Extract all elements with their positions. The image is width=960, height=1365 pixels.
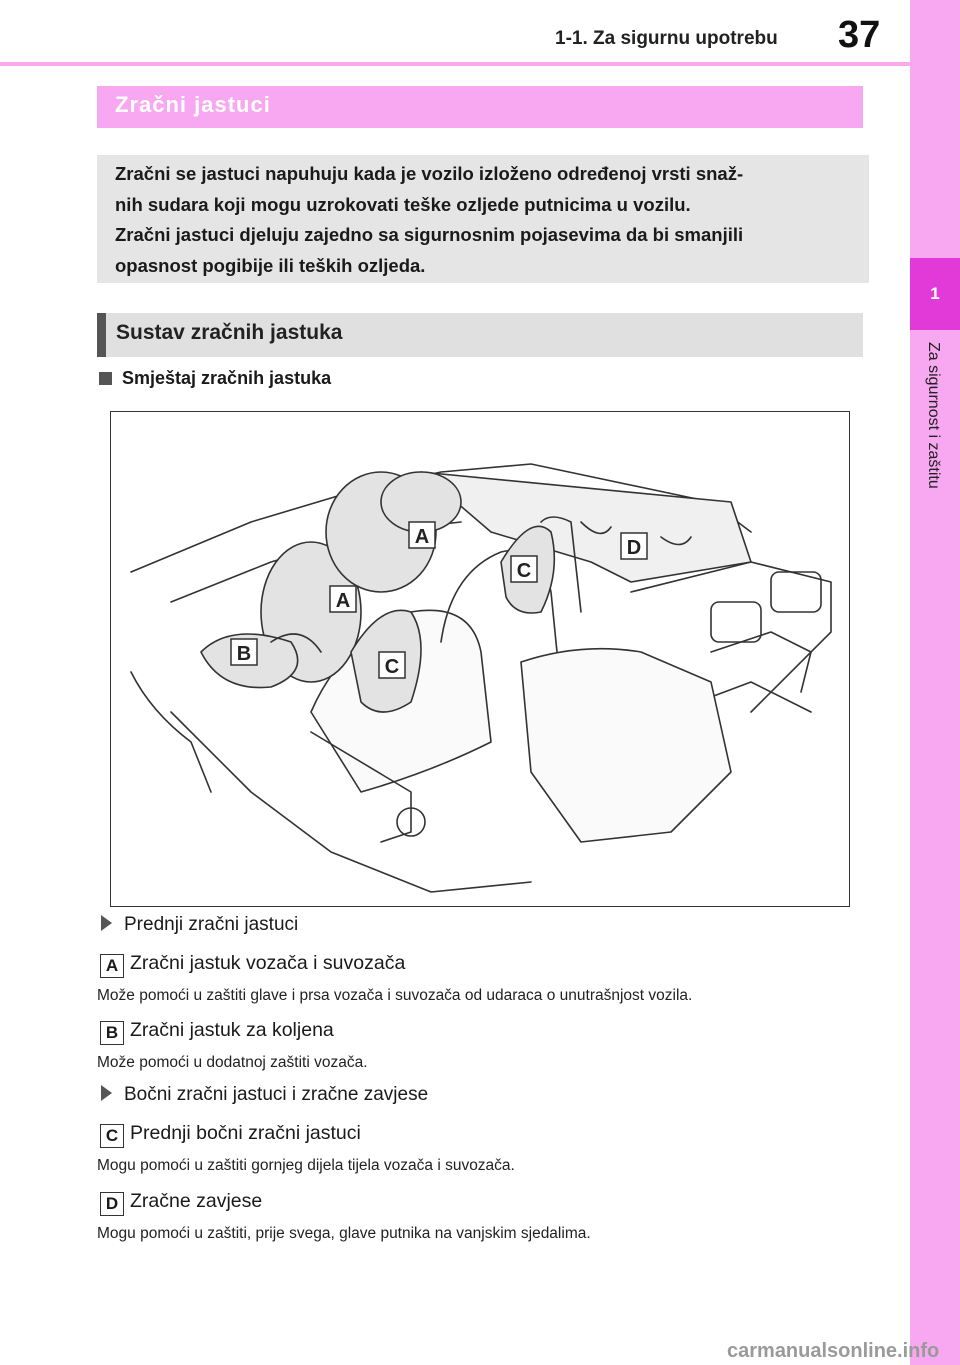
airbag-item-description: Mogu pomoći u zaštiti, prije svega, glave putnika na vanjskim sjedalima. bbox=[97, 1225, 591, 1242]
intro-line: Zračni se jastuci napuhuju kada je vozilo izloženo određenoj vrsti snaž- bbox=[115, 163, 744, 184]
letter-box: C bbox=[100, 1124, 124, 1148]
subsection-title: Sustav zračnih jastuka bbox=[116, 321, 343, 344]
bullet-heading-text: Smještaj zračnih jastuka bbox=[122, 368, 332, 388]
group-heading-text: Bočni zračni jastuci i zračne zavjese bbox=[124, 1084, 429, 1105]
airbag-item-label bbox=[100, 1190, 262, 1216]
airbag-location-figure bbox=[110, 411, 850, 907]
airbag-item-description: Može pomoći u dodatnoj zaštiti vozača. bbox=[97, 1054, 368, 1071]
airbag-item-text: Zračni jastuk vozača i suvozača bbox=[130, 952, 406, 974]
letter-box: D bbox=[100, 1192, 124, 1216]
airbag-item-label bbox=[100, 1019, 334, 1045]
passenger-seat bbox=[521, 649, 731, 842]
intro-line: nih sudara koji mogu uzrokovati teške ozljede putnicima u vozilu. bbox=[115, 193, 691, 215]
airbag-item-text: Zračne zavjese bbox=[130, 1190, 263, 1212]
triangle-bullet-icon bbox=[101, 915, 112, 931]
car-interior-illustration bbox=[111, 412, 851, 908]
callout-label: C bbox=[384, 656, 400, 678]
airbag-item-description: Mogu pomoći u zaštiti gornjeg dijela tijela vozača i suvozača. bbox=[97, 1157, 515, 1174]
airbag-item-text: Prednji bočni zračni jastuci bbox=[130, 1122, 361, 1144]
callout-label: A bbox=[335, 590, 351, 612]
header-divider bbox=[0, 62, 910, 66]
callout-label: A bbox=[414, 526, 430, 548]
airbag-item-label bbox=[100, 1122, 361, 1148]
intro-line: opasnost pogibije ili teških ozljeda. bbox=[115, 254, 426, 276]
callout-label: C bbox=[516, 560, 532, 582]
intro-box bbox=[97, 155, 869, 283]
letter-box: A bbox=[100, 954, 124, 978]
callout-label: B bbox=[236, 643, 252, 665]
triangle-bullet-icon bbox=[101, 1085, 112, 1101]
chapter-title: Za sigurnost i zaštitu bbox=[925, 342, 942, 489]
subsection-title-bar bbox=[97, 313, 863, 357]
group-heading bbox=[101, 1084, 428, 1106]
chapter-side-tab bbox=[910, 0, 960, 1365]
callout-label: D bbox=[626, 537, 642, 559]
airbag-item-text: Zračni jastuk za koljena bbox=[130, 1019, 334, 1041]
group-heading bbox=[101, 914, 298, 936]
chapter-number: 1 bbox=[910, 258, 960, 330]
running-head: 1-1. Za sigurnu upotrebu bbox=[555, 28, 778, 49]
square-bullet-icon bbox=[99, 372, 112, 385]
watermark: carmanualsonline.info bbox=[727, 1340, 940, 1362]
bullet-heading bbox=[99, 368, 331, 389]
intro-line: Zračni jastuci djeluju zajedno sa sigurnosnim pojasevima da bi smanjili bbox=[115, 224, 744, 245]
page-number: 37 bbox=[838, 14, 881, 56]
group-heading-text: Prednji zračni jastuci bbox=[124, 914, 299, 935]
letter-box: B bbox=[100, 1021, 124, 1045]
airbag-item-label bbox=[100, 952, 405, 978]
airbag-item-description: Može pomoći u zaštiti glave i prsa vozača i suvozača od udaraca o unutrašnjost vozila. bbox=[97, 987, 693, 1004]
section-title-bar bbox=[97, 86, 863, 128]
section-title: Zračni jastuci bbox=[115, 92, 271, 117]
